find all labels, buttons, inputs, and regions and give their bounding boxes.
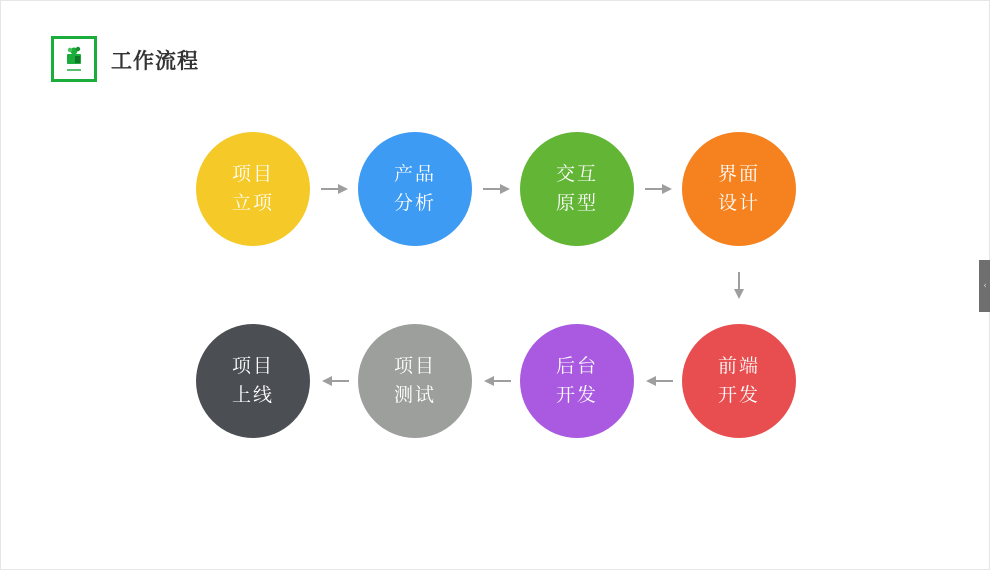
step-project-launch [196, 324, 310, 438]
step-label-line1: 后台 [555, 355, 598, 377]
step-label-line2: 开发 [555, 384, 598, 406]
step-label-line2: 原型 [555, 192, 598, 214]
step-label-line1: 项目 [393, 355, 436, 377]
step-label-line1: 前端 [717, 355, 760, 377]
step-label-line1: 产品 [393, 163, 436, 185]
arrow-down-icon [733, 272, 745, 300]
arrow-left-icon [645, 375, 673, 387]
side-panel-toggle[interactable]: ‹ [979, 260, 990, 312]
step-label-line2: 设计 [717, 192, 760, 214]
arrow-right-icon [645, 183, 673, 195]
step-label-line2: 立项 [231, 192, 274, 214]
step-label-line1: 界面 [717, 163, 760, 185]
arrow-right-icon [321, 183, 349, 195]
step-label-line1: 交互 [555, 163, 598, 185]
step-ui-design [682, 132, 796, 246]
step-label-line2: 上线 [231, 384, 274, 406]
page-title: 工作流程 [111, 49, 199, 73]
step-interaction-prototype [520, 132, 634, 246]
puzzle-icon [54, 39, 94, 79]
step-label-line2: 测试 [393, 384, 436, 406]
arrow-left-icon [321, 375, 349, 387]
step-label-line1: 项目 [231, 163, 274, 185]
step-label-line2: 分析 [393, 192, 436, 214]
arrow-right-icon [483, 183, 511, 195]
step-label-line1: 项目 [231, 355, 274, 377]
step-backend-development [520, 324, 634, 438]
step-project-initiation [196, 132, 310, 246]
step-label-line2: 开发 [717, 384, 760, 406]
step-project-testing [358, 324, 472, 438]
arrow-left-icon [483, 375, 511, 387]
step-frontend-development [682, 324, 796, 438]
step-product-analysis [358, 132, 472, 246]
logo [51, 36, 97, 82]
